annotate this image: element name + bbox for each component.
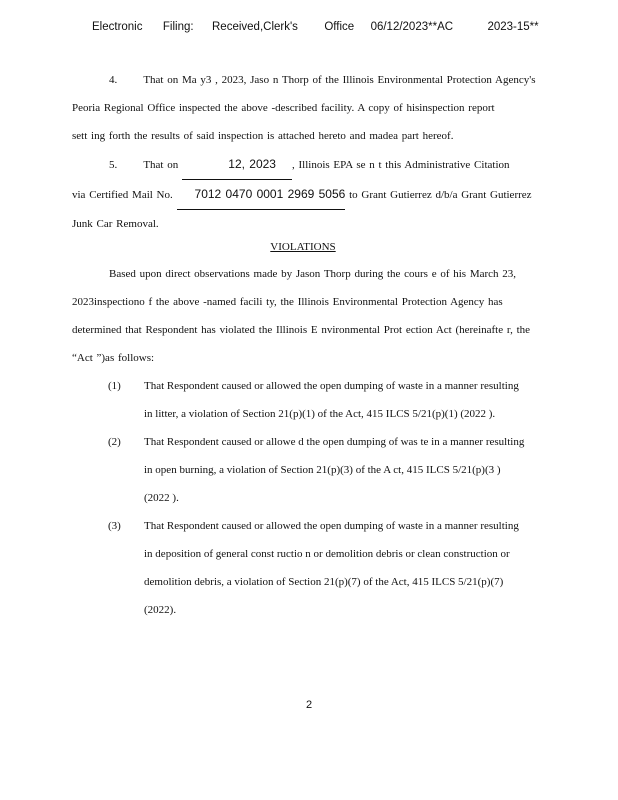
paragraph-4-line2: Peoria Regional Office inspected the above -described facility. A copy of hisinspection report <box>72 102 495 114</box>
paragraph-5-that-on: That on <box>143 159 179 171</box>
violation-line: (2022 ). <box>144 492 179 504</box>
intro-line2: 2023inspectiono f the above -named facili ty, the Illinois Environmental Protection Agency has <box>72 296 503 308</box>
violation-line: in litter, a violation of Section 21(p)(1) of the Act, 415 ILCS 5/21(p)(1) (2022 ). <box>144 408 496 420</box>
header-docket: 2023-15** <box>487 21 539 33</box>
header-office: Office <box>324 21 355 33</box>
paragraph-4-number: 4. <box>109 74 118 86</box>
date-fill: 12, 2023 <box>228 157 276 171</box>
page-number: 2 <box>305 699 313 711</box>
header-electronic: Electronic <box>92 21 143 33</box>
paragraph-5 <box>72 150 542 238</box>
violation-line: That Respondent caused or allowed the open dumping of waste in a manner resulting <box>144 380 519 392</box>
filing-header <box>92 21 539 33</box>
paragraph-5-line2-rest: to Grant Gutierrez d/b/a Grant Gutierrez <box>349 189 532 201</box>
header-date: 06/12/2023**AC <box>370 21 454 33</box>
violation-number: (1) <box>108 380 121 392</box>
paragraph-4-line3: sett ing forth the results of said inspection is attached hereto and madea part hereof. <box>72 130 454 142</box>
paragraph-5-line3: Junk Car Removal. <box>72 218 159 230</box>
violations-intro <box>72 260 542 372</box>
paragraph-5-number: 5. <box>109 159 118 171</box>
intro-line3: determined that Respondent has violated the Illinois E nvironmental Prot ection Act (hereinafte r, the <box>72 324 531 336</box>
violation-line: demolition debris, a violation of Section 21(p)(7) of the Act, 415 ILCS 5/21(p)(7) <box>144 576 504 588</box>
header-filing: Filing: <box>162 21 194 33</box>
mail-number-blank <box>177 180 346 210</box>
paragraph-5-via: via Certified Mail No. <box>72 189 173 201</box>
paragraph-4 <box>72 66 542 150</box>
violation-line: That Respondent caused or allowed the open dumping of waste in a manner resulting <box>144 520 519 532</box>
violations-title: VIOLATIONS <box>270 241 336 253</box>
violation-line: (2022). <box>144 604 177 616</box>
violation-number: (2) <box>108 436 121 448</box>
violation-line: That Respondent caused or allowe d the open dumping of was te in a manner resulting <box>144 436 525 448</box>
date-blank <box>182 150 292 180</box>
violation-number: (3) <box>108 520 121 532</box>
paragraph-5-line1-rest: , Illinois EPA se n t this Administrative Citation <box>291 159 510 171</box>
header-received: Received,Clerk's <box>212 21 298 33</box>
violation-line: in open burning, a violation of Section 21(p)(3) of the A ct, 415 ILCS 5/21(p)(3 ) <box>144 464 501 476</box>
violation-line: in deposition of general const ructio n or demolition debris or clean construction or <box>144 548 510 560</box>
intro-line4: “Act ”)as follows: <box>72 352 155 364</box>
intro-line1: Based upon direct observations made by Jason Thorp during the cours e of his March 23, <box>109 268 517 280</box>
mail-number: 7012 0470 0001 2969 5056 <box>194 187 346 201</box>
paragraph-4-line1: That on Ma y3 , 2023, Jaso n Thorp of the Illinois Environmental Protection Agency's <box>143 74 536 86</box>
